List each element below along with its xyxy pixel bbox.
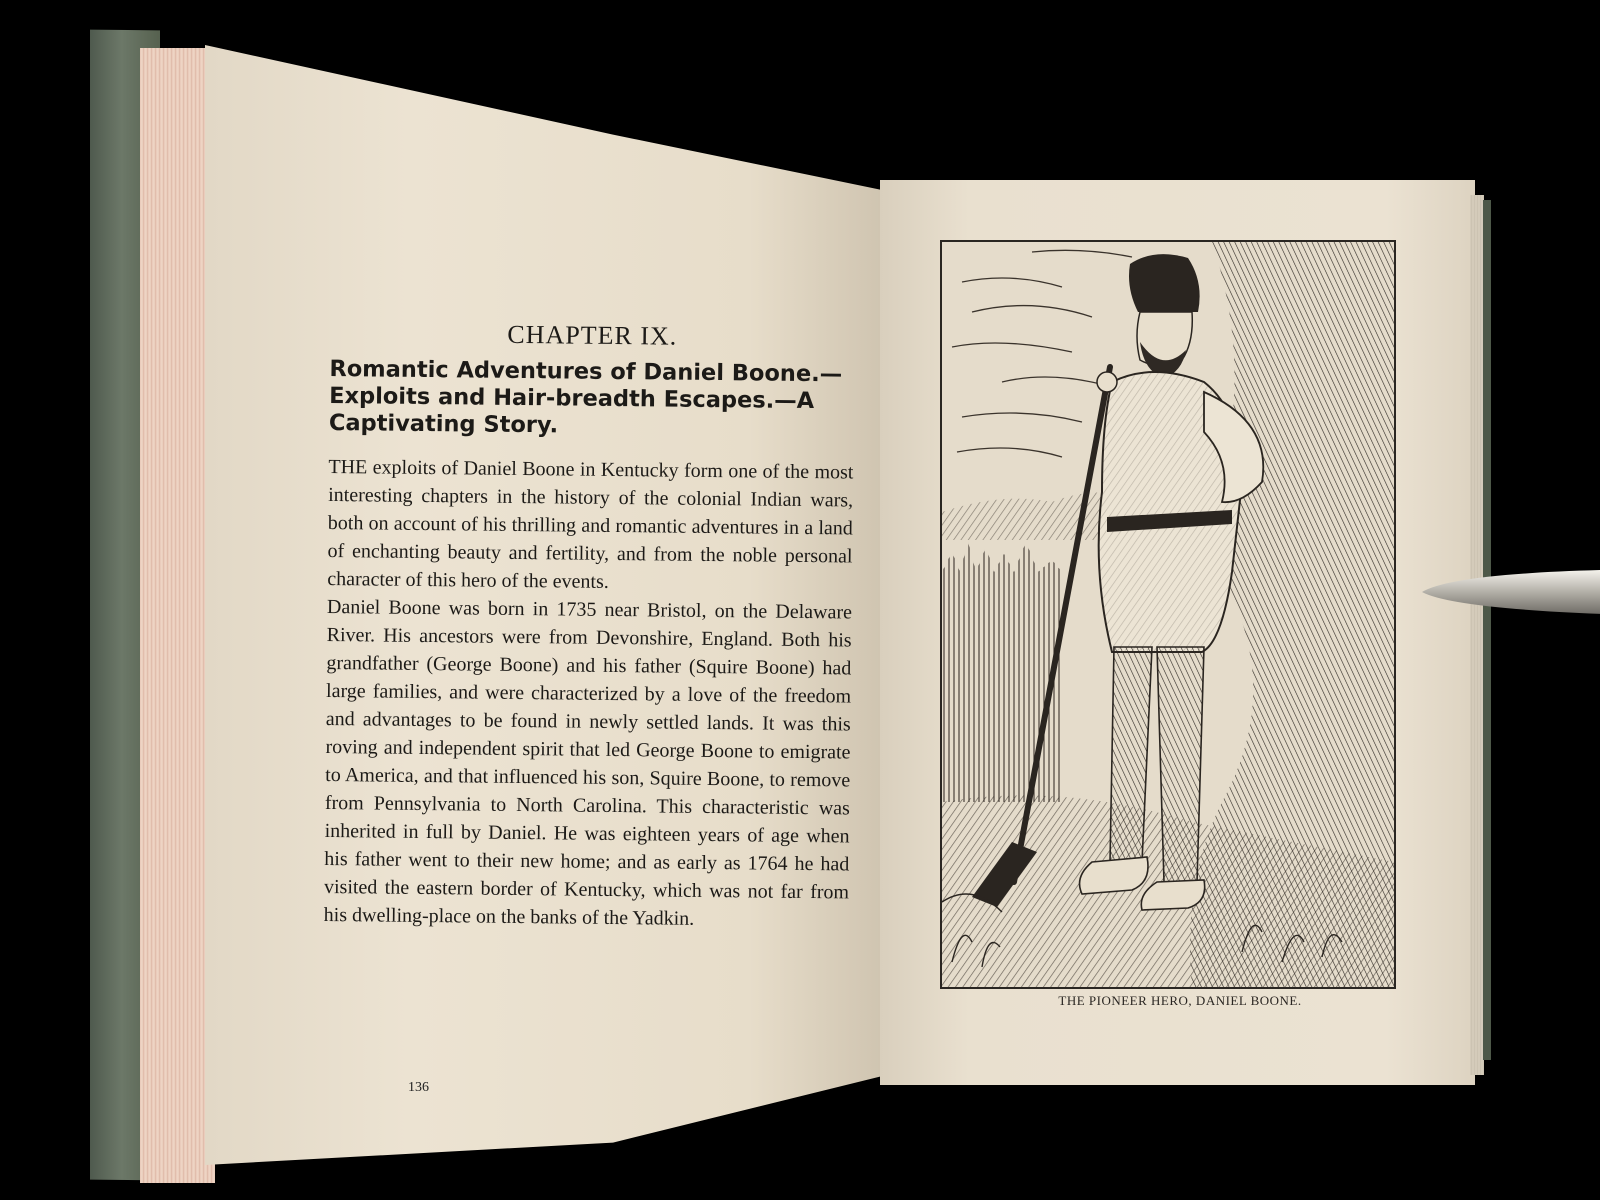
right-cover-edge: [1483, 200, 1491, 1060]
paper-knife: [1422, 568, 1600, 616]
right-page-edge: [1470, 195, 1484, 1075]
paragraph-1: THE exploits of Daniel Boone in Kentucky form one of the most interesting chapters in the history of the colonial Indian wars, both on account of his thrilling and romantic adventures in a land of enchanting beauty and fertility, and from the noble personal character of this hero of the events.: [327, 455, 854, 593]
fur-hat: [1129, 254, 1200, 312]
engraving-drawing: [942, 242, 1394, 987]
illustration-caption: THE PIONEER HERO, DANIEL BOONE.: [1058, 993, 1302, 1008]
right-leg: [1157, 647, 1204, 882]
left-page-text: [324, 318, 855, 934]
chapter-title: CHAPTER IX.: [507, 319, 678, 351]
forest: [942, 542, 1062, 802]
page-block-edge: [140, 48, 215, 1183]
engraving-illustration: [940, 240, 1396, 989]
chapter-heading: Romantic Adventures of Daniel Boone.—Exploits and Hair-breadth Escapes.—A Captivating Story.: [328, 355, 843, 439]
hand: [1097, 372, 1117, 392]
knife-blade: [1422, 570, 1600, 614]
page-number: 136: [408, 1080, 429, 1095]
paragraph-2: Daniel Boone was born in 1735 near Bristol, on the Delaware River. His ancestors were from Devonshire, England. Both his grandfather (George Boone) and his father (Squire Boone) had large families, and were characterized by a love of the freedom and advantages to be found in newly settled lands. It was this roving and independent spirit that led George Boone to emigrate to America, and that influenced his son, Squire Boone, to remove from Pennsylvania to North Carolina. This characteristic was inherited in full by Daniel. He was eighteen years of age when his father went to their new home; and as early as 1764 he had visited the eastern border of Kentucky, which was not far from his dwelling-place on the banks of the Yadkin.: [323, 595, 853, 930]
